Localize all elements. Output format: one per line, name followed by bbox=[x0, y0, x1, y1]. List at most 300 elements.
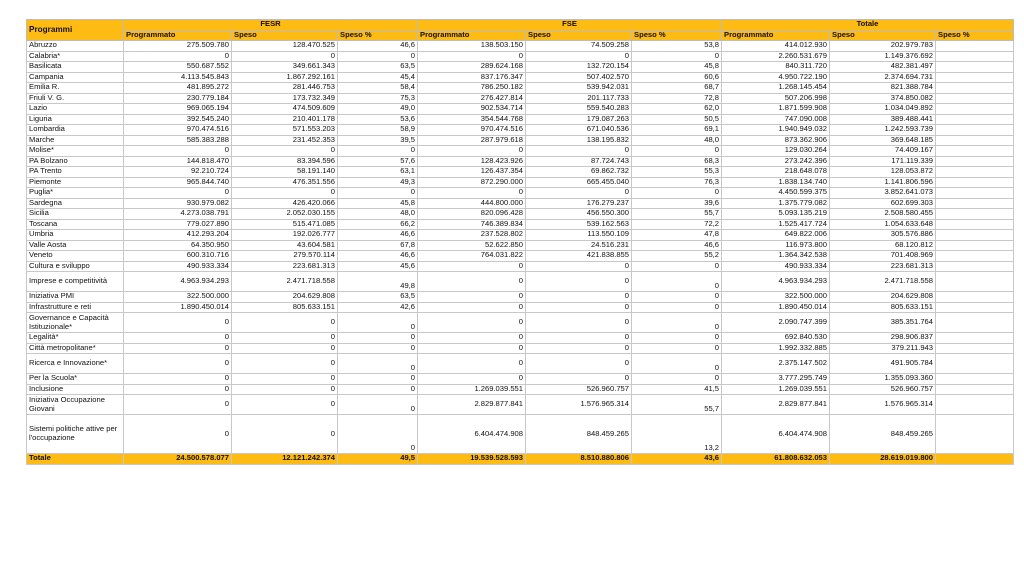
fse-speso-pct-cell: 43,6 bbox=[632, 454, 722, 465]
programma-name: Sardegna bbox=[27, 198, 124, 209]
fesr-programmato-cell: 4.963.934.293 bbox=[124, 272, 232, 292]
programma-name: Iniziativa Occupazione Giovani bbox=[27, 395, 124, 415]
totale-speso-pct-cell bbox=[936, 93, 1014, 104]
fse-programmato-cell: 746.389.834 bbox=[418, 219, 526, 230]
totale-speso-cell: 204.629.808 bbox=[830, 292, 936, 303]
totale-speso-pct-cell bbox=[936, 343, 1014, 354]
fse-programmato-cell: 276.427.814 bbox=[418, 93, 526, 104]
fesr-programmato-cell: 481.895.272 bbox=[124, 83, 232, 94]
fse-programmato-cell: 970.474.516 bbox=[418, 125, 526, 136]
fesr-header: FESR bbox=[124, 20, 418, 31]
fse-speso-cell: 0 bbox=[526, 343, 632, 354]
fesr-speso-cell: 231.452.353 bbox=[232, 135, 338, 146]
programma-name: Imprese e competitività bbox=[27, 272, 124, 292]
fse-header: FSE bbox=[418, 20, 722, 31]
table-row bbox=[27, 177, 1014, 188]
programma-name: Basilicata bbox=[27, 62, 124, 73]
totale-programmato-cell: 1.269.039.551 bbox=[722, 384, 830, 395]
programma-name: Piemonte bbox=[27, 177, 124, 188]
fesr-speso-pct-cell: 0 bbox=[338, 354, 418, 374]
programma-name: Sicilia bbox=[27, 209, 124, 220]
fesr-programmato-cell: 969.065.194 bbox=[124, 104, 232, 115]
totale-speso-cell: 1.576.965.314 bbox=[830, 395, 936, 415]
fse-speso-pct-cell: 0 bbox=[632, 261, 722, 272]
fesr-speso-cell: 279.570.114 bbox=[232, 251, 338, 262]
fesr-speso-cell: 0 bbox=[232, 333, 338, 344]
fse-programmato-cell: 786.250.182 bbox=[418, 83, 526, 94]
totale-speso-cell: 491.905.784 bbox=[830, 354, 936, 374]
totale-programmato-cell: 129.030.264 bbox=[722, 146, 830, 157]
fesr-programmato-cell: 970.474.516 bbox=[124, 125, 232, 136]
fse-speso-cell: 0 bbox=[526, 354, 632, 374]
fse-speso-pct-cell: 72,2 bbox=[632, 219, 722, 230]
programma-name: Per la Scuola* bbox=[27, 374, 124, 385]
fse-speso-cell: 526.960.757 bbox=[526, 384, 632, 395]
fesr-speso-cell: 2.471.718.558 bbox=[232, 272, 338, 292]
fesr-programmato-cell: 392.545.240 bbox=[124, 114, 232, 125]
totale-speso-pct-cell bbox=[936, 302, 1014, 313]
fesr-speso-cell: 83.394.596 bbox=[232, 156, 338, 167]
fse-speso-cell: 1.576.965.314 bbox=[526, 395, 632, 415]
programma-name: Valle Aosta bbox=[27, 240, 124, 251]
totale-programmato-cell: 1.940.949.032 bbox=[722, 125, 830, 136]
programmi-header: Programmi bbox=[27, 20, 124, 41]
fesr-programmato-cell: 322.500.000 bbox=[124, 292, 232, 303]
programma-name: Liguria bbox=[27, 114, 124, 125]
fesr-speso-pct-cell: 46,6 bbox=[338, 41, 418, 52]
totale-programmato-cell: 692.840.530 bbox=[722, 333, 830, 344]
fse-programmato-cell: 837.176.347 bbox=[418, 72, 526, 83]
totale-programmato-cell: 1.871.599.908 bbox=[722, 104, 830, 115]
fesr-speso-pct-cell: 48,0 bbox=[338, 209, 418, 220]
fesr-speso-pct-cell: 0 bbox=[338, 374, 418, 385]
totale-speso-cell: 28.619.019.800 bbox=[830, 454, 936, 465]
fesr-speso-pct-cell: 58,9 bbox=[338, 125, 418, 136]
totale-speso-pct-cell bbox=[936, 454, 1014, 465]
fesr-speso-pct-cell: 39,5 bbox=[338, 135, 418, 146]
fesr-programmato-cell: 0 bbox=[124, 354, 232, 374]
totale-speso-pct-cell bbox=[936, 272, 1014, 292]
fse-programmato-cell: 0 bbox=[418, 354, 526, 374]
fesr-speso-cell: 0 bbox=[232, 146, 338, 157]
table-row bbox=[27, 333, 1014, 344]
fse-speso-cell: 507.402.570 bbox=[526, 72, 632, 83]
totale-speso-cell: 389.488.441 bbox=[830, 114, 936, 125]
fesr-speso-cell: 571.553.203 bbox=[232, 125, 338, 136]
fse-speso-pct-cell: 55,2 bbox=[632, 251, 722, 262]
totale-programmato-cell: 2.090.747.399 bbox=[722, 313, 830, 333]
totale-speso-pct-cell bbox=[936, 167, 1014, 178]
totale-programmato-cell: 490.933.334 bbox=[722, 261, 830, 272]
fse-programmato-cell: 287.979.618 bbox=[418, 135, 526, 146]
fesr-speso-pct-cell: 0 bbox=[338, 188, 418, 199]
fse-programmato-cell: 126.437.354 bbox=[418, 167, 526, 178]
programma-name: Cultura e sviluppo bbox=[27, 261, 124, 272]
fesr-speso-pct-cell: 0 bbox=[338, 384, 418, 395]
fesr-speso-pct-cell: 0 bbox=[338, 51, 418, 62]
totale-speso-cell: 526.960.757 bbox=[830, 384, 936, 395]
table-row bbox=[27, 72, 1014, 83]
programma-name: Friuli V. G. bbox=[27, 93, 124, 104]
fse-programmato-cell: 52.622.850 bbox=[418, 240, 526, 251]
totale-speso-pct-cell bbox=[936, 198, 1014, 209]
fse-speso-cell: 539.942.031 bbox=[526, 83, 632, 94]
totale-programmato-cell: 4.963.934.293 bbox=[722, 272, 830, 292]
fesr-speso-cell: 0 bbox=[232, 313, 338, 333]
fesr-speso-pct-cell: 49,8 bbox=[338, 272, 418, 292]
totale-speso-pct-cell bbox=[936, 374, 1014, 385]
totale-programmato-cell: 3.777.295.749 bbox=[722, 374, 830, 385]
fse-speso-pct-cell: 0 bbox=[632, 343, 722, 354]
fse-speso-cell: 0 bbox=[526, 146, 632, 157]
fesr-speso-cell: 805.633.151 bbox=[232, 302, 338, 313]
totale-speso-pct-cell bbox=[936, 72, 1014, 83]
fesr-speso-cell: 2.052.030.155 bbox=[232, 209, 338, 220]
fesr-speso-cell: 173.732.349 bbox=[232, 93, 338, 104]
totale-speso-pct-cell bbox=[936, 230, 1014, 241]
totale-programmato-header: Programmato bbox=[722, 30, 830, 41]
totale-speso-pct-cell bbox=[936, 395, 1014, 415]
table-row bbox=[27, 292, 1014, 303]
fesr-programmato-cell: 0 bbox=[124, 51, 232, 62]
fse-programmato-cell: 444.800.000 bbox=[418, 198, 526, 209]
fesr-speso-pct-cell: 57,6 bbox=[338, 156, 418, 167]
fse-speso-cell: 0 bbox=[526, 302, 632, 313]
totale-speso-cell: 223.681.313 bbox=[830, 261, 936, 272]
fesr-programmato-cell: 230.779.184 bbox=[124, 93, 232, 104]
table-row bbox=[27, 114, 1014, 125]
fesr-speso-cell: 426.420.066 bbox=[232, 198, 338, 209]
fse-speso-pct-cell: 46,6 bbox=[632, 240, 722, 251]
fesr-speso-cell: 474.509.609 bbox=[232, 104, 338, 115]
fesr-speso-pct-cell: 66,2 bbox=[338, 219, 418, 230]
fesr-speso-cell: 204.629.808 bbox=[232, 292, 338, 303]
fse-speso-cell: 0 bbox=[526, 313, 632, 333]
fesr-speso-cell: 43.604.581 bbox=[232, 240, 338, 251]
programma-name: Città metropolitane* bbox=[27, 343, 124, 354]
totale-programmato-cell: 1.375.779.082 bbox=[722, 198, 830, 209]
totale-speso-pct-cell bbox=[936, 156, 1014, 167]
fse-speso-cell: 421.838.855 bbox=[526, 251, 632, 262]
fesr-programmato-cell: 965.844.740 bbox=[124, 177, 232, 188]
fse-speso-pct-cell: 13,2 bbox=[632, 415, 722, 454]
programma-name: Iniziativa PMI bbox=[27, 292, 124, 303]
table-row bbox=[27, 343, 1014, 354]
totale-speso-cell: 602.699.303 bbox=[830, 198, 936, 209]
fse-speso-pct-cell: 0 bbox=[632, 51, 722, 62]
fesr-speso-pct-cell: 63,5 bbox=[338, 62, 418, 73]
totale-speso-cell: 1.242.593.739 bbox=[830, 125, 936, 136]
fse-speso-pct-cell: 0 bbox=[632, 302, 722, 313]
fse-programmato-cell: 0 bbox=[418, 374, 526, 385]
fesr-programmato-cell: 1.890.450.014 bbox=[124, 302, 232, 313]
fse-speso-pct-cell: 76,3 bbox=[632, 177, 722, 188]
totale-speso-pct-cell bbox=[936, 384, 1014, 395]
table-row bbox=[27, 240, 1014, 251]
fse-programmato-cell: 820.096.428 bbox=[418, 209, 526, 220]
fse-programmato-cell: 0 bbox=[418, 188, 526, 199]
fesr-programmato-cell: 0 bbox=[124, 313, 232, 333]
fesr-speso-pct-cell: 63,1 bbox=[338, 167, 418, 178]
fesr-speso-pct-cell: 0 bbox=[338, 395, 418, 415]
fse-speso-cell: 0 bbox=[526, 292, 632, 303]
fse-programmato-cell: 138.503.150 bbox=[418, 41, 526, 52]
fse-programmato-cell: 0 bbox=[418, 333, 526, 344]
totale-speso-pct-cell bbox=[936, 261, 1014, 272]
fesr-speso-cell: 1.867.292.161 bbox=[232, 72, 338, 83]
totale-programmato-cell: 1.992.332.885 bbox=[722, 343, 830, 354]
totale-speso-pct-cell bbox=[936, 251, 1014, 262]
fse-speso-cell: 559.540.283 bbox=[526, 104, 632, 115]
totale-programmato-cell: 322.500.000 bbox=[722, 292, 830, 303]
fse-programmato-cell: 2.829.877.841 bbox=[418, 395, 526, 415]
totale-speso-pct-cell bbox=[936, 114, 1014, 125]
totale-programmato-cell: 414.012.930 bbox=[722, 41, 830, 52]
totale-speso-cell: 2.508.580.455 bbox=[830, 209, 936, 220]
fesr-speso-cell: 515.471.085 bbox=[232, 219, 338, 230]
totale-speso-cell: 374.850.082 bbox=[830, 93, 936, 104]
fse-programmato-cell: 19.539.528.593 bbox=[418, 454, 526, 465]
fesr-programmato-cell: 4.113.545.843 bbox=[124, 72, 232, 83]
table-row bbox=[27, 230, 1014, 241]
fse-speso-cell: 8.510.880.806 bbox=[526, 454, 632, 465]
totale-speso-cell: 298.906.837 bbox=[830, 333, 936, 344]
totale-programmato-cell: 840.311.720 bbox=[722, 62, 830, 73]
fse-speso-pct-cell: 0 bbox=[632, 272, 722, 292]
totale-speso-cell: 305.576.886 bbox=[830, 230, 936, 241]
totale-speso-cell: 1.149.376.692 bbox=[830, 51, 936, 62]
table-row bbox=[27, 209, 1014, 220]
totale-speso-pct-cell bbox=[936, 62, 1014, 73]
fesr-speso-cell: 0 bbox=[232, 374, 338, 385]
fesr-speso-cell: 349.661.343 bbox=[232, 62, 338, 73]
table-row bbox=[27, 156, 1014, 167]
fesr-programmato-cell: 275.509.780 bbox=[124, 41, 232, 52]
table-row bbox=[27, 219, 1014, 230]
fse-programmato-cell: 128.423.926 bbox=[418, 156, 526, 167]
fse-speso-cell: 179.087.263 bbox=[526, 114, 632, 125]
table-row bbox=[27, 272, 1014, 292]
fse-programmato-cell: 6.404.474.908 bbox=[418, 415, 526, 454]
fse-speso-cell: 74.509.258 bbox=[526, 41, 632, 52]
totale-speso-cell: 482.381.497 bbox=[830, 62, 936, 73]
totale-speso-cell: 701.408.969 bbox=[830, 251, 936, 262]
programma-name: Inclusione bbox=[27, 384, 124, 395]
fesr-speso-cell: 0 bbox=[232, 384, 338, 395]
fesr-speso-pct-cell: 45,6 bbox=[338, 261, 418, 272]
table-row bbox=[27, 395, 1014, 415]
fse-programmato-cell: 872.290.000 bbox=[418, 177, 526, 188]
table-row bbox=[27, 313, 1014, 333]
programma-name: Toscana bbox=[27, 219, 124, 230]
totale-speso-pct-cell bbox=[936, 354, 1014, 374]
totale-programmato-cell: 1.364.342.538 bbox=[722, 251, 830, 262]
fse-programmato-cell: 0 bbox=[418, 272, 526, 292]
totale-programmato-cell: 4.450.599.375 bbox=[722, 188, 830, 199]
fse-programmato-cell: 0 bbox=[418, 292, 526, 303]
fse-speso-pct-cell: 72,8 bbox=[632, 93, 722, 104]
fse-speso-cell: 848.459.265 bbox=[526, 415, 632, 454]
fse-speso-pct-cell: 0 bbox=[632, 354, 722, 374]
programma-name: Totale bbox=[27, 454, 124, 465]
fesr-programmato-cell: 779.027.890 bbox=[124, 219, 232, 230]
fesr-speso-cell: 0 bbox=[232, 343, 338, 354]
fse-speso-pct-cell: 62,0 bbox=[632, 104, 722, 115]
totale-speso-cell: 821.388.784 bbox=[830, 83, 936, 94]
totale-programmato-cell: 4.950.722.190 bbox=[722, 72, 830, 83]
totale-speso-cell: 1.141.806.596 bbox=[830, 177, 936, 188]
totale-programmato-cell: 61.808.632.053 bbox=[722, 454, 830, 465]
table-row bbox=[27, 83, 1014, 94]
fse-speso-pct-cell: 68,7 bbox=[632, 83, 722, 94]
fesr-speso-cell: 476.351.556 bbox=[232, 177, 338, 188]
programmi-table bbox=[26, 19, 1014, 465]
fse-speso-cell: 132.720.154 bbox=[526, 62, 632, 73]
fesr-speso-pct-cell: 58,4 bbox=[338, 83, 418, 94]
total-row bbox=[27, 454, 1014, 465]
fesr-programmato-cell: 0 bbox=[124, 188, 232, 199]
totale-speso-cell: 171.119.339 bbox=[830, 156, 936, 167]
programma-name: Infrastrutture e reti bbox=[27, 302, 124, 313]
fse-speso-cell: 665.455.040 bbox=[526, 177, 632, 188]
totale-programmato-cell: 6.404.474.908 bbox=[722, 415, 830, 454]
fesr-programmato-cell: 930.979.082 bbox=[124, 198, 232, 209]
totale-programmato-cell: 116.973.800 bbox=[722, 240, 830, 251]
programma-name: Molise* bbox=[27, 146, 124, 157]
header-row-columns bbox=[27, 30, 1014, 41]
totale-speso-cell: 1.034.049.892 bbox=[830, 104, 936, 115]
table-row bbox=[27, 93, 1014, 104]
table-row bbox=[27, 135, 1014, 146]
programma-name: Marche bbox=[27, 135, 124, 146]
totale-speso-cell: 2.374.694.731 bbox=[830, 72, 936, 83]
fse-programmato-cell: 289.624.168 bbox=[418, 62, 526, 73]
fse-speso-cell: 87.724.743 bbox=[526, 156, 632, 167]
totale-speso-pct-cell bbox=[936, 146, 1014, 157]
fesr-speso-pct-cell: 49,3 bbox=[338, 177, 418, 188]
fse-speso-pct-cell: 55,3 bbox=[632, 167, 722, 178]
totale-speso-pct-header: Speso % bbox=[936, 30, 1014, 41]
fse-speso-pct-cell: 55,7 bbox=[632, 209, 722, 220]
totale-programmato-cell: 2.375.147.502 bbox=[722, 354, 830, 374]
fesr-programmato-cell: 92.210.724 bbox=[124, 167, 232, 178]
totale-speso-cell: 3.852.641.073 bbox=[830, 188, 936, 199]
fesr-speso-cell: 58.191.140 bbox=[232, 167, 338, 178]
programma-name: Veneto bbox=[27, 251, 124, 262]
table-row bbox=[27, 167, 1014, 178]
fse-programmato-cell: 1.269.039.551 bbox=[418, 384, 526, 395]
fse-programmato-cell: 354.544.768 bbox=[418, 114, 526, 125]
totale-speso-pct-cell bbox=[936, 104, 1014, 115]
table-body bbox=[27, 41, 1014, 465]
fesr-programmato-cell: 412.293.204 bbox=[124, 230, 232, 241]
fesr-speso-pct-cell: 42,6 bbox=[338, 302, 418, 313]
fesr-programmato-cell: 600.310.716 bbox=[124, 251, 232, 262]
programma-name: PA Trento bbox=[27, 167, 124, 178]
fse-speso-pct-cell: 48,0 bbox=[632, 135, 722, 146]
totale-speso-pct-cell bbox=[936, 333, 1014, 344]
programma-name: Emilia R. bbox=[27, 83, 124, 94]
table-row bbox=[27, 51, 1014, 62]
fse-speso-cell: 24.516.231 bbox=[526, 240, 632, 251]
fesr-speso-pct-cell: 63,5 bbox=[338, 292, 418, 303]
totale-programmato-cell: 1.525.417.724 bbox=[722, 219, 830, 230]
totale-programmato-cell: 747.090.008 bbox=[722, 114, 830, 125]
table-row bbox=[27, 188, 1014, 199]
fse-speso-cell: 0 bbox=[526, 272, 632, 292]
table-row bbox=[27, 62, 1014, 73]
fesr-programmato-cell: 0 bbox=[124, 343, 232, 354]
fse-speso-cell: 113.550.109 bbox=[526, 230, 632, 241]
fse-speso-cell: 0 bbox=[526, 261, 632, 272]
totale-speso-cell: 379.211.943 bbox=[830, 343, 936, 354]
fse-speso-pct-cell: 69,1 bbox=[632, 125, 722, 136]
programma-name: Lazio bbox=[27, 104, 124, 115]
totale-programmato-cell: 2.260.531.679 bbox=[722, 51, 830, 62]
fse-programmato-cell: 764.031.822 bbox=[418, 251, 526, 262]
fesr-speso-cell: 0 bbox=[232, 354, 338, 374]
fesr-speso-pct-cell: 0 bbox=[338, 313, 418, 333]
totale-speso-pct-cell bbox=[936, 177, 1014, 188]
fesr-speso-cell: 210.401.178 bbox=[232, 114, 338, 125]
programma-name: Calabria* bbox=[27, 51, 124, 62]
fse-speso-pct-cell: 45,8 bbox=[632, 62, 722, 73]
totale-speso-pct-cell bbox=[936, 209, 1014, 220]
totale-speso-cell: 385.351.764 bbox=[830, 313, 936, 333]
fesr-programmato-cell: 0 bbox=[124, 146, 232, 157]
fse-programmato-cell: 902.534.714 bbox=[418, 104, 526, 115]
totale-header: Totale bbox=[722, 20, 1014, 31]
table-row bbox=[27, 302, 1014, 313]
fesr-speso-pct-cell: 0 bbox=[338, 333, 418, 344]
fesr-programmato-cell: 550.687.552 bbox=[124, 62, 232, 73]
fse-speso-pct-cell: 41,5 bbox=[632, 384, 722, 395]
programma-name: Abruzzo bbox=[27, 41, 124, 52]
fesr-programmato-cell: 0 bbox=[124, 395, 232, 415]
fse-speso-cell: 69.862.732 bbox=[526, 167, 632, 178]
totale-speso-pct-cell bbox=[936, 292, 1014, 303]
fesr-programmato-cell: 0 bbox=[124, 384, 232, 395]
totale-speso-cell: 128.053.872 bbox=[830, 167, 936, 178]
table-row bbox=[27, 374, 1014, 385]
fse-programmato-cell: 0 bbox=[418, 51, 526, 62]
programma-name: Campania bbox=[27, 72, 124, 83]
totale-speso-cell: 2.471.718.558 bbox=[830, 272, 936, 292]
fesr-speso-pct-cell: 49,0 bbox=[338, 104, 418, 115]
fesr-programmato-cell: 0 bbox=[124, 333, 232, 344]
fesr-speso-pct-cell: 49,5 bbox=[338, 454, 418, 465]
fesr-programmato-cell: 585.383.288 bbox=[124, 135, 232, 146]
fse-speso-cell: 176.279.237 bbox=[526, 198, 632, 209]
fse-speso-pct-header: Speso % bbox=[632, 30, 722, 41]
fesr-speso-pct-cell: 46,6 bbox=[338, 230, 418, 241]
fesr-speso-pct-cell: 67,8 bbox=[338, 240, 418, 251]
fesr-programmato-cell: 64.350.950 bbox=[124, 240, 232, 251]
fesr-programmato-cell: 0 bbox=[124, 374, 232, 385]
fse-speso-header: Speso bbox=[526, 30, 632, 41]
fse-speso-cell: 0 bbox=[526, 51, 632, 62]
fse-speso-cell: 201.117.733 bbox=[526, 93, 632, 104]
programma-name: PA Bolzano bbox=[27, 156, 124, 167]
totale-programmato-cell: 1.838.134.740 bbox=[722, 177, 830, 188]
fesr-programmato-cell: 24.500.578.077 bbox=[124, 454, 232, 465]
table-row bbox=[27, 354, 1014, 374]
table-row bbox=[27, 41, 1014, 52]
fesr-speso-pct-header: Speso % bbox=[338, 30, 418, 41]
fesr-speso-cell: 12.121.242.374 bbox=[232, 454, 338, 465]
fesr-speso-cell: 223.681.313 bbox=[232, 261, 338, 272]
totale-speso-cell: 202.979.783 bbox=[830, 41, 936, 52]
